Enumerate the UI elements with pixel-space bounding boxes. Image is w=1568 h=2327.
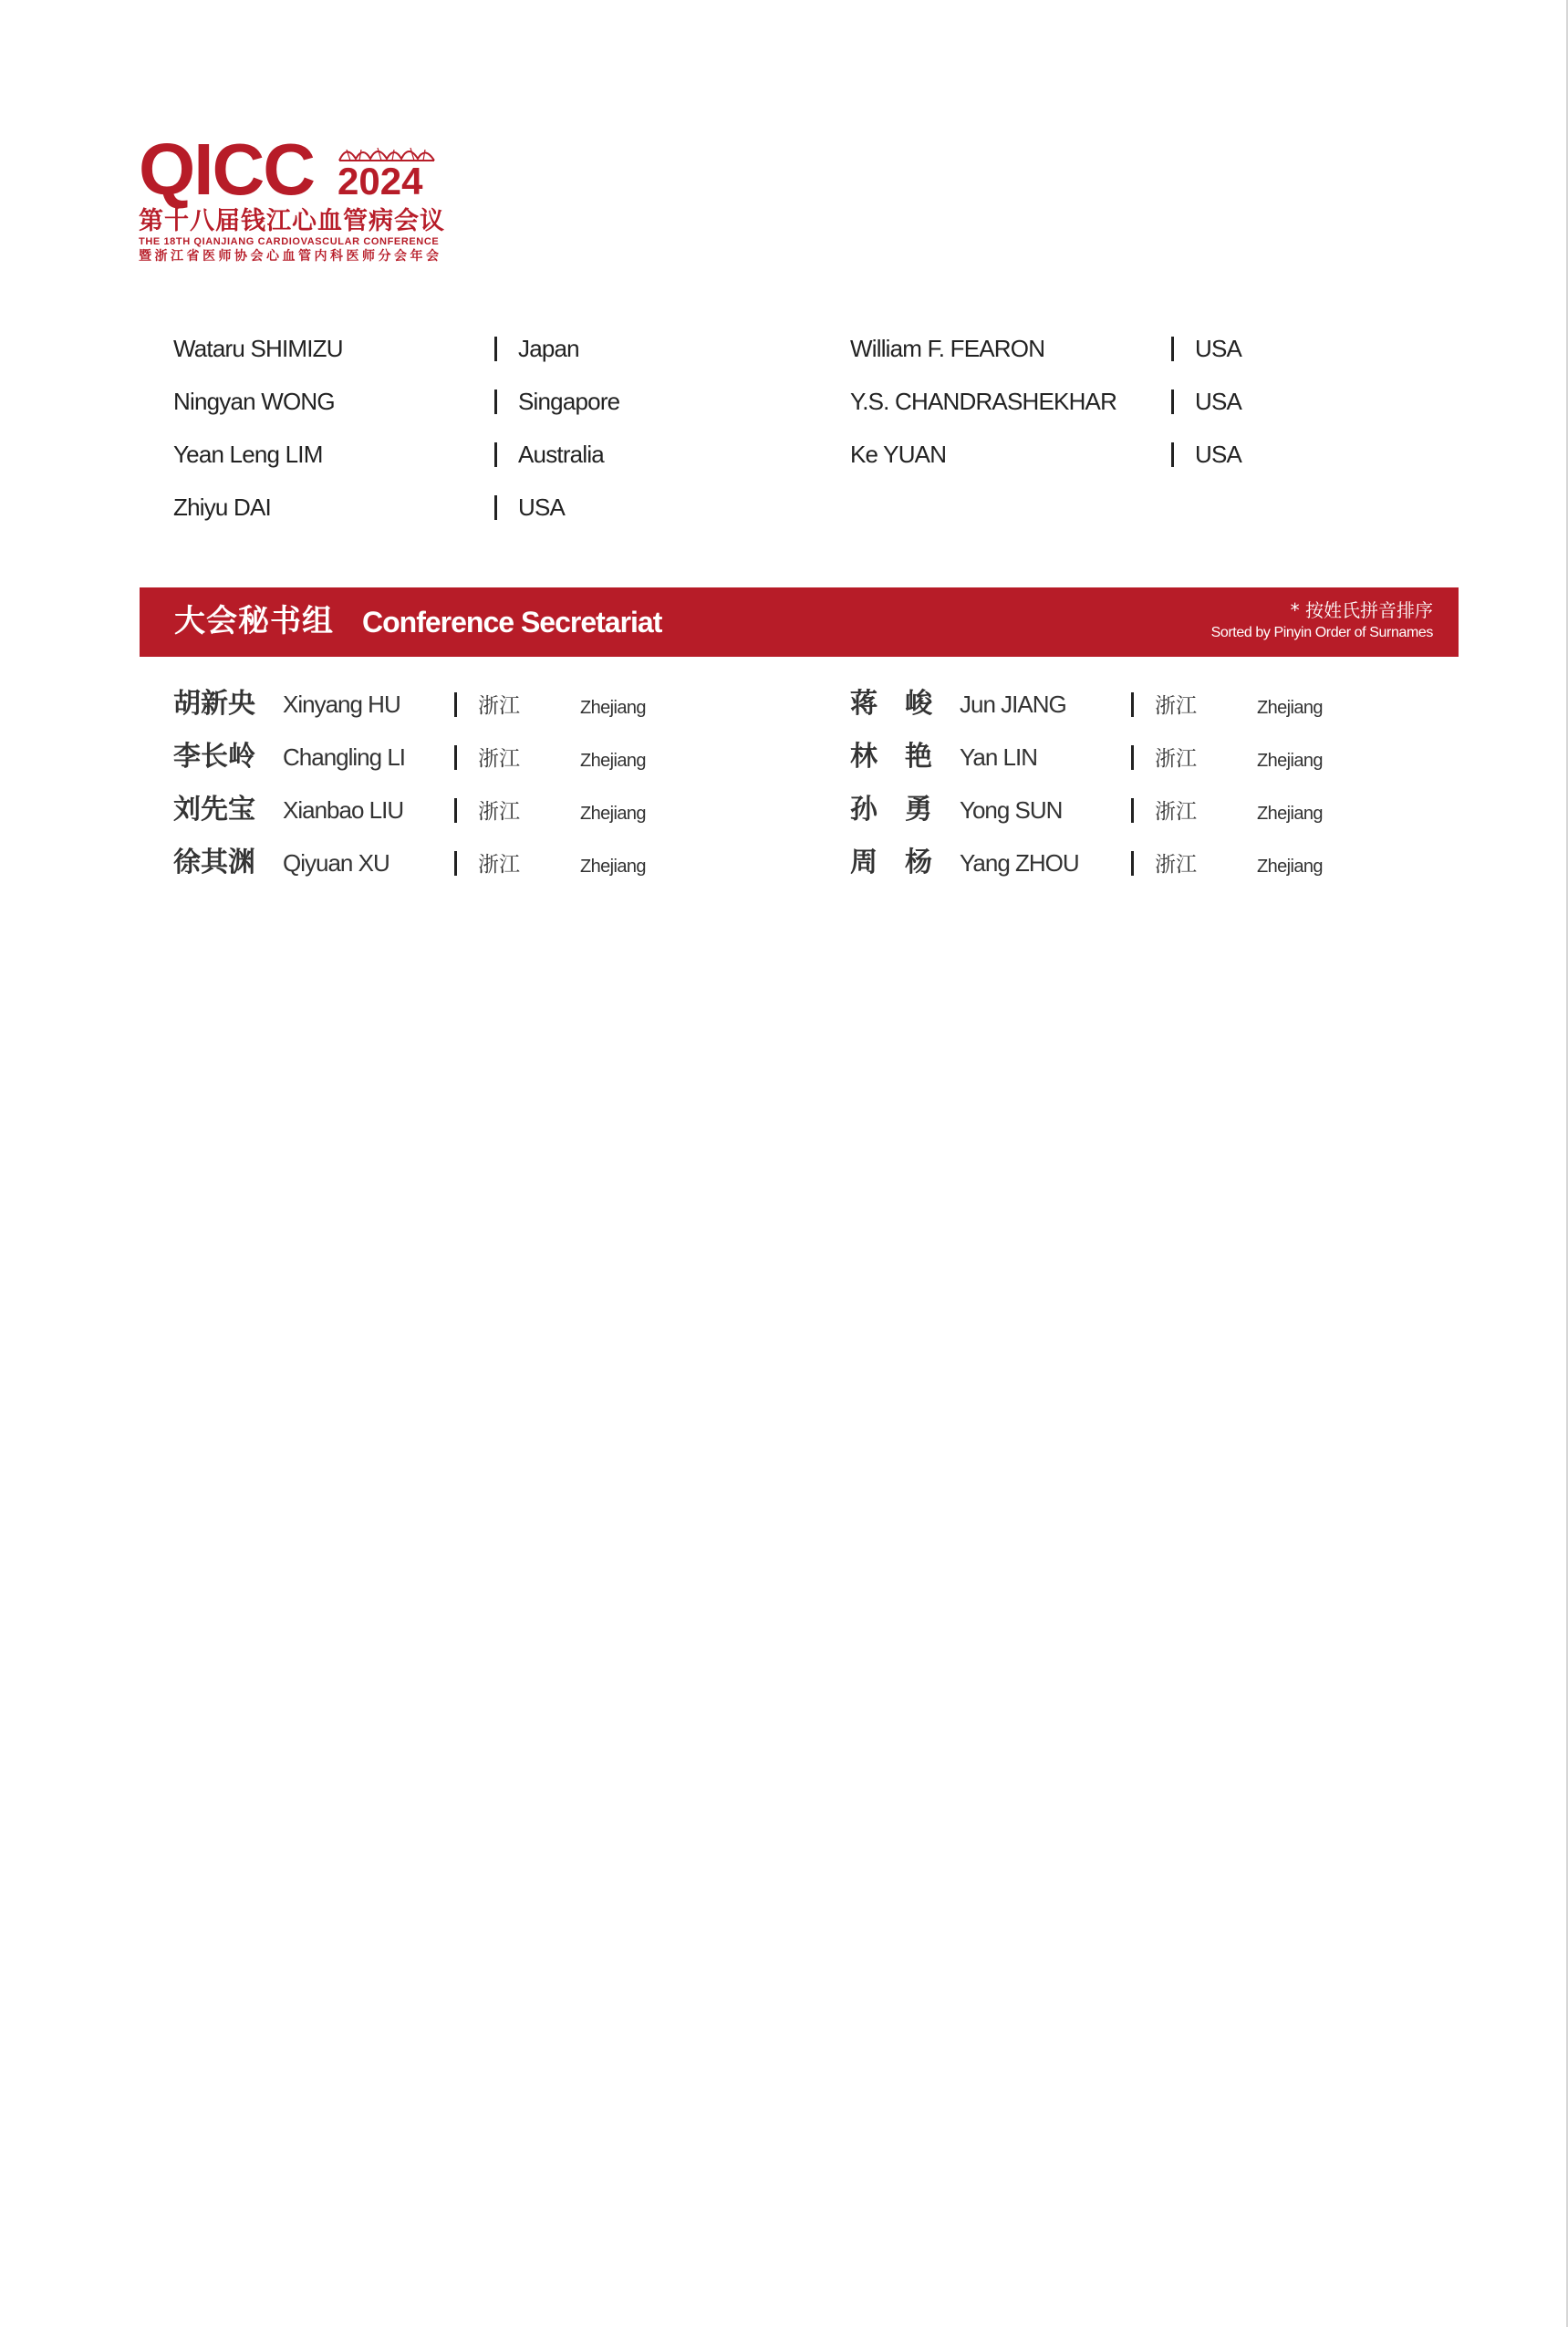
logo-year: 2024 — [337, 160, 423, 203]
member-name-en: Jun JIANG — [960, 691, 1066, 718]
banner-title-cn: 大会秘书组 — [174, 603, 334, 639]
province-en: Zhejiang — [1257, 751, 1323, 771]
separator — [454, 692, 457, 717]
faculty-country: USA — [1195, 335, 1242, 362]
province-en: Zhejiang — [580, 857, 646, 877]
separator — [1131, 745, 1134, 770]
member-name-en: Qiyuan XU — [283, 849, 389, 877]
separator — [1131, 798, 1134, 823]
banner-title-en: Conference Secretariat — [362, 606, 662, 639]
faculty-name: Ningyan WONG — [173, 388, 335, 415]
separator — [1171, 337, 1174, 361]
province-cn: 浙江 — [478, 694, 520, 718]
member-name-cn: 徐其渊 — [173, 847, 255, 878]
province-cn: 浙江 — [478, 747, 520, 771]
member-name-cn: 刘先宝 — [173, 794, 255, 826]
province-en: Zhejiang — [580, 698, 646, 718]
logo-qicc: QICC — [139, 129, 314, 210]
faculty-country: USA — [1195, 388, 1242, 415]
member-name-cn: 胡新央 — [173, 688, 255, 720]
separator — [494, 495, 497, 520]
member-name-cn: 林 艳 — [850, 741, 932, 773]
logo-title-en: THE 18TH QIANJIANG CARDIOVASCULAR CONFERENCE — [139, 236, 440, 247]
separator — [1171, 442, 1174, 467]
separator — [494, 442, 497, 467]
member-name-cn: 周 杨 — [850, 847, 932, 878]
section-banner — [140, 587, 1459, 657]
sort-note-en: Sorted by Pinyin Order of Surnames — [1210, 625, 1433, 640]
province-cn: 浙江 — [478, 853, 520, 877]
separator — [454, 745, 457, 770]
member-name-en: Xianbao LIU — [283, 796, 404, 824]
separator — [454, 851, 457, 876]
member-name-en: Yang ZHOU — [960, 849, 1079, 877]
province-cn: 浙江 — [478, 800, 520, 824]
logo-title-cn: 第十八届钱江心血管病会议 — [139, 207, 445, 235]
member-name-cn: 蒋 峻 — [850, 688, 932, 720]
faculty-name: Wataru SHIMIZU — [173, 335, 343, 362]
faculty-name: Zhiyu DAI — [173, 493, 271, 521]
logo-subtitle-cn: 暨浙江省医师协会心血管内科医师分会年会 — [139, 249, 442, 264]
member-name-en: Changling LI — [283, 743, 405, 771]
province-en: Zhejiang — [1257, 698, 1323, 718]
province-cn: 浙江 — [1155, 800, 1197, 824]
member-name-cn: 李长岭 — [173, 741, 255, 773]
faculty-country: USA — [518, 493, 566, 521]
member-name-en: Xinyang HU — [283, 691, 400, 718]
province-en: Zhejiang — [580, 804, 646, 824]
province-en: Zhejiang — [580, 751, 646, 771]
faculty-country: Singapore — [518, 388, 620, 415]
faculty-name: Ke YUAN — [850, 441, 947, 468]
separator — [1131, 692, 1134, 717]
faculty-country: Australia — [518, 441, 604, 468]
separator — [1131, 851, 1134, 876]
faculty-name: William F. FEARON — [850, 335, 1045, 362]
member-name-en: Yong SUN — [960, 796, 1063, 824]
province-cn: 浙江 — [1155, 694, 1197, 718]
faculty-name: Yean Leng LIM — [173, 441, 323, 468]
separator — [454, 798, 457, 823]
faculty-country: USA — [1195, 441, 1242, 468]
member-name-cn: 孙 勇 — [850, 794, 932, 826]
sort-note-cn: * 按姓氏拼音排序 — [1290, 599, 1433, 621]
member-name-en: Yan LIN — [960, 743, 1038, 771]
separator — [1171, 390, 1174, 414]
separator — [494, 337, 497, 361]
faculty-name: Y.S. CHANDRASHEKHAR — [850, 388, 1117, 415]
separator — [494, 390, 497, 414]
province-cn: 浙江 — [1155, 747, 1197, 771]
province-en: Zhejiang — [1257, 857, 1323, 877]
province-en: Zhejiang — [1257, 804, 1323, 824]
conference-logo — [139, 129, 445, 266]
faculty-country: Japan — [518, 335, 579, 362]
province-cn: 浙江 — [1155, 853, 1197, 877]
